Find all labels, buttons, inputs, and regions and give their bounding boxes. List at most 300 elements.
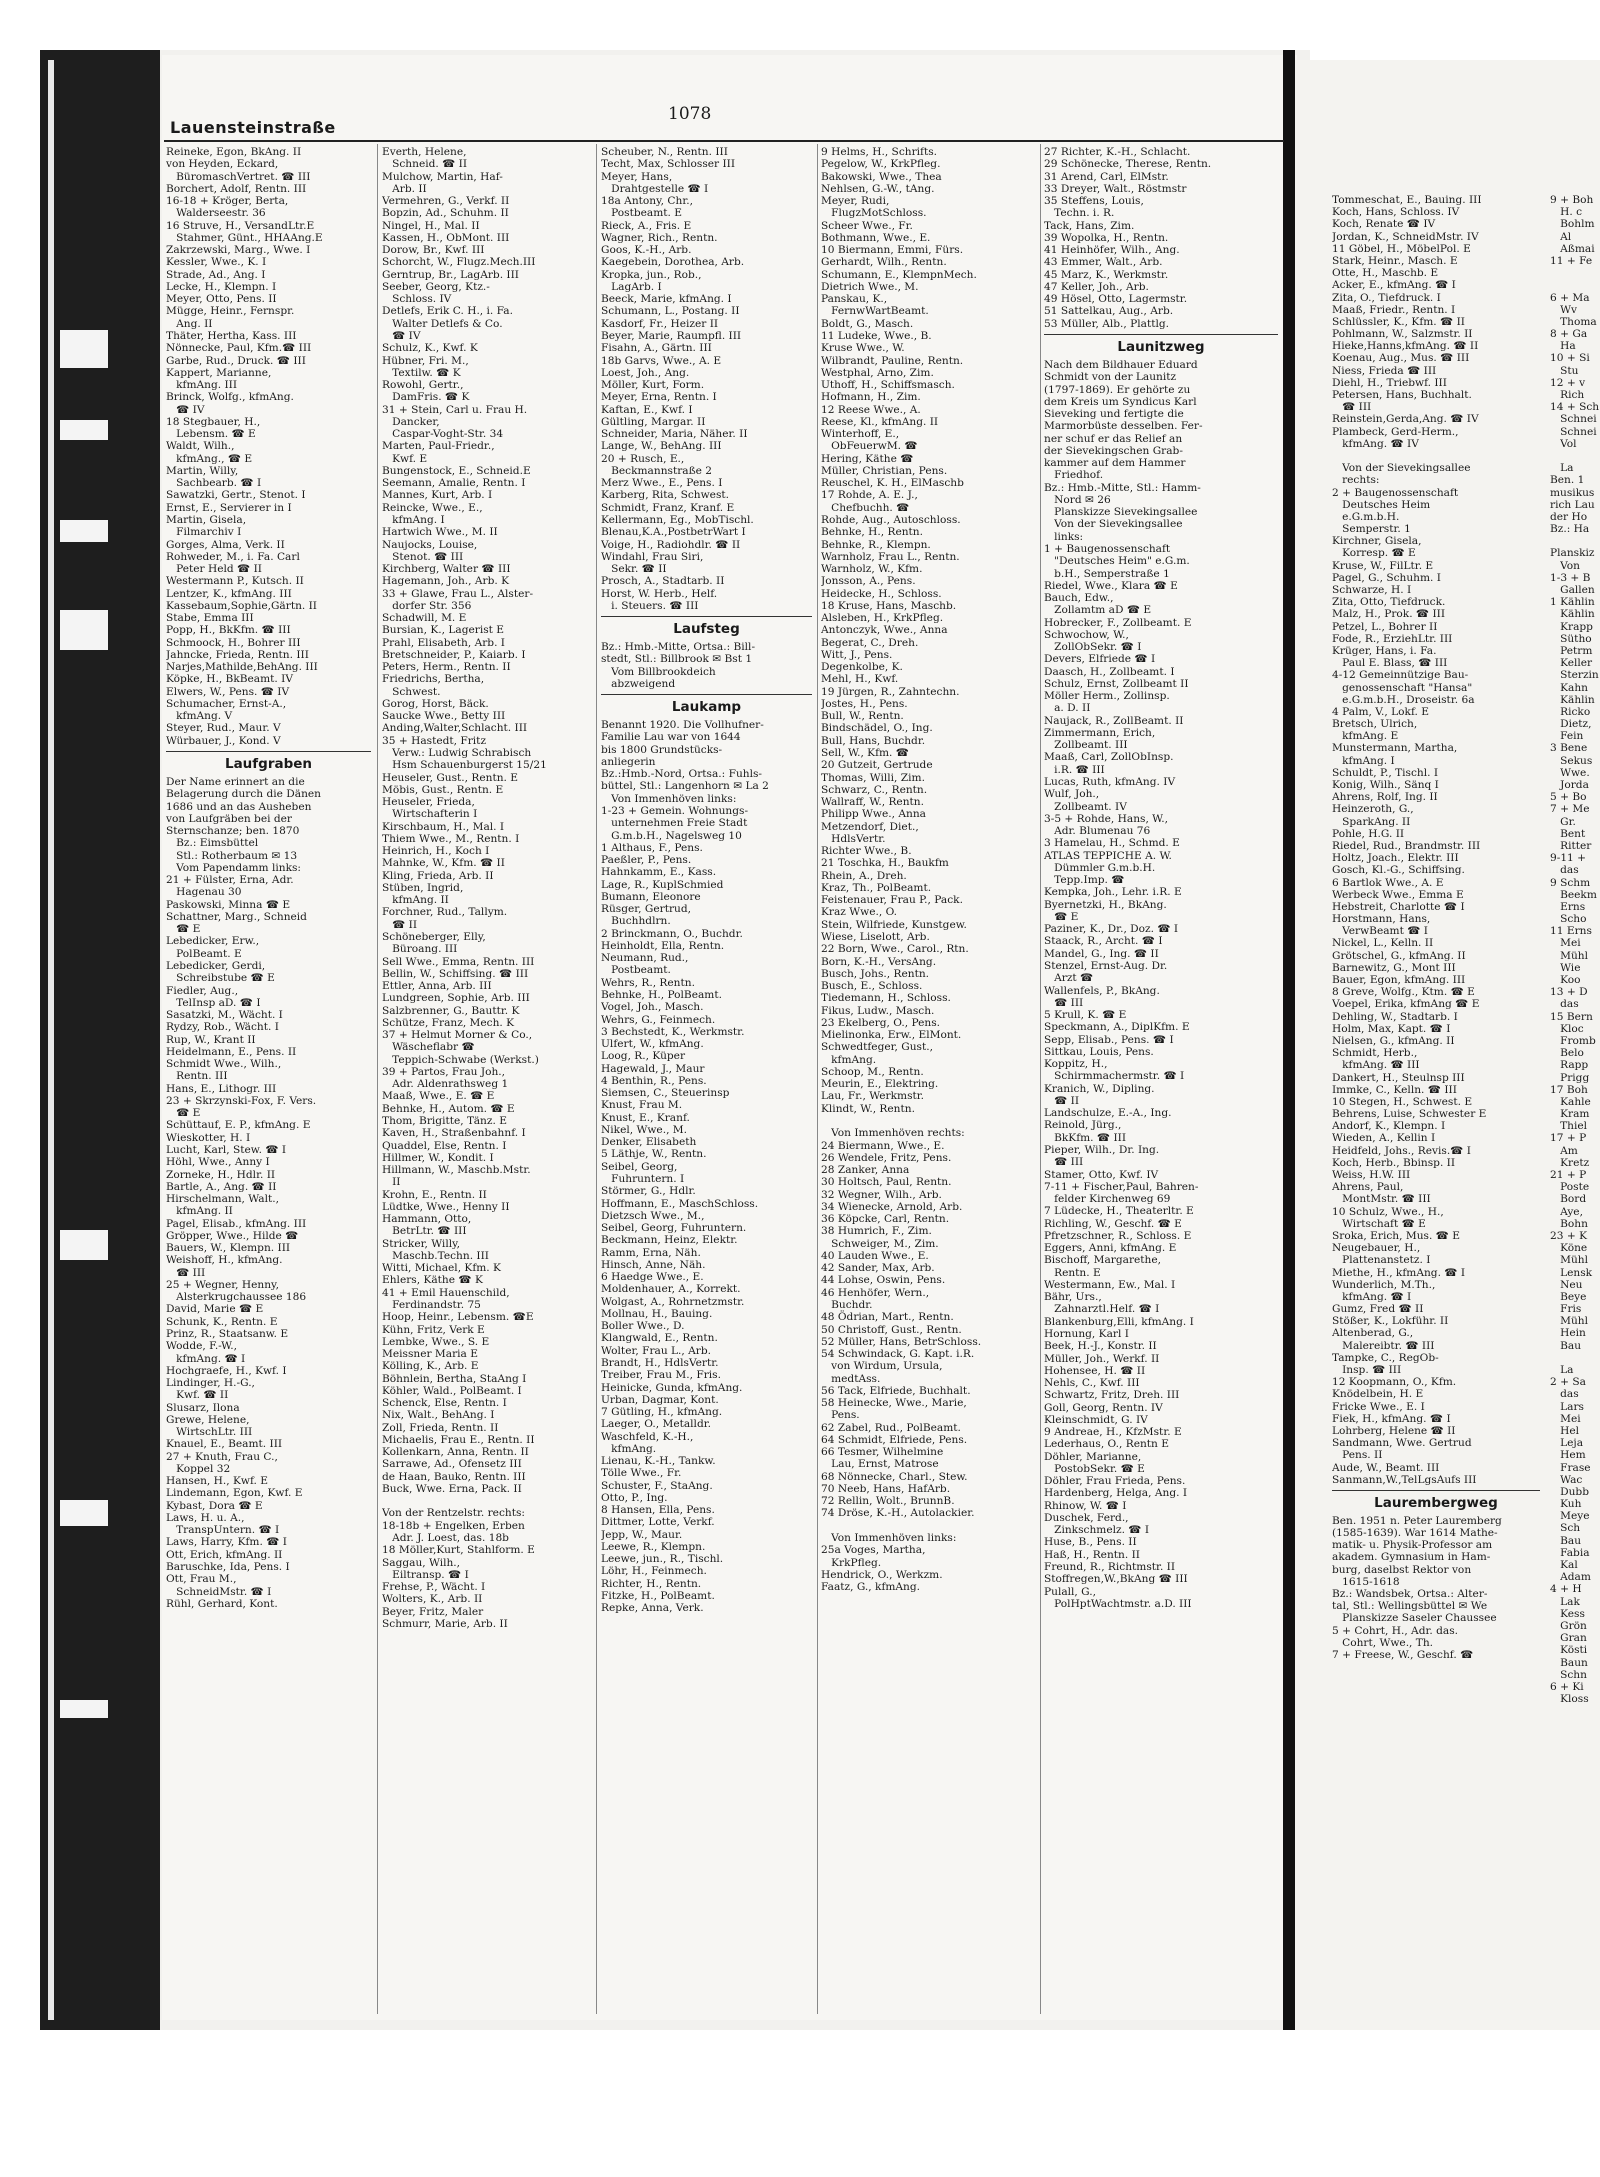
directory-line: Hammann, Otto, (382, 1213, 472, 1226)
directory-line: Vogel, Joh., Masch. (601, 1001, 704, 1014)
directory-line: (1585-1639). War 1614 Mathe- (1332, 1527, 1498, 1540)
directory-line: Kleinschmidt, G. IV (1044, 1413, 1148, 1426)
directory-line: Wallenfels, P., BkAng. (1044, 984, 1160, 997)
directory-line: 27 Richter, K.-H., Schlacht. (1044, 146, 1191, 158)
directory-line: ☎ E (166, 923, 201, 936)
directory-line: 3-5 + Rohde, Hans, W., (1044, 812, 1168, 825)
directory-line: 3 Hamelau, H., Schmd. E (1044, 837, 1180, 850)
directory-line: Bauer, Egon, kfmAng. III (1332, 974, 1466, 986)
top-margin (0, 0, 1600, 40)
directory-line: Reuschel, K. H., ElMaschb (821, 477, 964, 490)
directory-line: Urban, Dagmar, Kont. (601, 1393, 719, 1406)
directory-line: Ang. II (166, 317, 213, 330)
directory-line: Devers, Elfriede ☎ I (1044, 653, 1156, 666)
directory-line: Beek, H.-J., Konstr. II (1044, 1340, 1157, 1353)
directory-line: Seibel, Georg, (601, 1160, 678, 1173)
directory-line: 5 Krull, K. ☎ E (1044, 1009, 1127, 1022)
directory-line: Kybast, Dora ☎ E (166, 1499, 263, 1512)
directory-line: Saggau, Wilh., (382, 1556, 461, 1569)
directory-line: Ricko (1550, 705, 1591, 718)
directory-line: Koch, Herb., Bbinsp. II (1332, 1156, 1456, 1169)
directory-line: Rieck, A., Fris. E (601, 219, 692, 232)
directory-line: SparkAng. II (1332, 815, 1411, 828)
directory-line: 27 + Knuth, Frau C., (166, 1450, 278, 1463)
directory-line: 6 + Ma (1550, 291, 1590, 304)
directory-line: Reese, Kl., kfmAng. II (821, 415, 939, 428)
directory-line: 5 Läthje, W., Rentn. (601, 1148, 707, 1161)
directory-line: 41 + Emil Hauenschild, (382, 1286, 510, 1299)
directory-line: Peter Held ☎ II (166, 563, 262, 576)
directory-line: Lak (1550, 1595, 1580, 1608)
directory-line: Kruse Wwe., W. (821, 342, 905, 355)
directory-line: Denker, Elisabeth (601, 1136, 697, 1149)
binding-mark (60, 1500, 108, 1526)
directory-line: Busch, Johs., Rentn. (821, 967, 930, 980)
directory-line: Philipp Wwe., Anna (821, 808, 926, 821)
directory-line: 7 + Me (1550, 803, 1590, 816)
directory-line: Maaß, Carl, ZollObInsp. (1044, 751, 1174, 764)
directory-line: Windahl, Frau Siri, (601, 550, 704, 563)
directory-line: Born, K.-H., VersAng. (821, 955, 937, 968)
directory-line: Dehling, W., Stadtarb. I (1332, 1010, 1458, 1023)
column-divider (596, 144, 597, 2014)
directory-line: Schenck, Else, Rentn. I (382, 1397, 507, 1410)
directory-line: Kempka, Joh., Lehr. i.R. E (1044, 886, 1182, 899)
directory-line: Hahnkamm, E., Kass. (601, 866, 717, 879)
directory-line: Paul E. Blass, ☎ III (1332, 657, 1448, 670)
directory-line: Nix, Walt., BehAng. I (382, 1409, 495, 1422)
directory-line: 6 + Ki (1550, 1680, 1584, 1693)
directory-line: Kirchner, Gisela, (1332, 535, 1422, 548)
directory-line: Hans, E., Lithogr. III (166, 1082, 277, 1095)
directory-line: Lange, W., BehAng. III (601, 440, 722, 453)
directory-line: tal, Stl.: Wellingsbüttel ✉ We (1332, 1600, 1488, 1613)
directory-line: 2 Brinckmann, O., Buchdr. (601, 927, 743, 940)
directory-line: Rühl, Gerhard, Kont. (166, 1597, 278, 1610)
directory-line: Vom Billbrookdeich (601, 665, 716, 678)
directory-line: Bz.: Hmb.-Mitte, Ortsa.: Bill- (601, 641, 756, 654)
directory-line: Boller Wwe., D. (601, 1320, 685, 1333)
directory-line: Grötschel, G., kfmAng. II (1332, 949, 1466, 962)
directory-line: Beyer, Fritz, Maler (382, 1605, 484, 1618)
directory-line: Byernetzki, H., BkAng. (1044, 898, 1167, 911)
directory-line: Mühl (1550, 1315, 1588, 1328)
directory-line: Holtz, Joach., Elektr. III (1332, 852, 1459, 865)
directory-line: Bord (1550, 1193, 1587, 1206)
directory-line: 12 + v (1550, 376, 1586, 389)
directory-line: Wolter, Frau L., Arb. (601, 1344, 712, 1357)
directory-line: Wolters, K., Arb. II (382, 1593, 483, 1606)
directory-line: Gültling, Margar. II (601, 415, 706, 428)
directory-line: Bz.: Wandsbek, Ortsa.: Alter- (1332, 1588, 1488, 1600)
directory-line: Mollnau, H., Bauing. (601, 1307, 713, 1320)
directory-line: Kellermann, Eg., MobTischl. (601, 513, 754, 526)
directory-line: 18 Stegbauer, H., (166, 415, 261, 428)
directory-line: Döhler, Marianne, (1044, 1450, 1142, 1463)
directory-line: musikus (1550, 486, 1595, 499)
directory-line: Beckmannstraße 2 (601, 464, 713, 477)
directory-line: Deutsches Heim (1332, 498, 1431, 511)
directory-line: Petzel, L., Bohrer II (1332, 620, 1438, 633)
directory-line: Antonczyk, Wwe., Anna (821, 624, 948, 637)
directory-line: Stößer, K., Lokführ. II (1332, 1315, 1449, 1328)
directory-line: Schulz, Ernst, Zollbeamt II (1044, 677, 1189, 690)
directory-line: Kählin (1550, 608, 1595, 621)
directory-line: Brandt, H., HdlsVertr. (601, 1356, 719, 1369)
directory-line: Wirtschaft ☎ E (1332, 1217, 1426, 1230)
directory-line: Andorf, K., Klempn. I (1332, 1120, 1446, 1133)
directory-line: Wwe. (1550, 766, 1590, 779)
directory-line: links: (1044, 530, 1084, 543)
directory-line: FlugzMotSchloss. (821, 207, 927, 220)
directory-line: Bau (1550, 1339, 1582, 1352)
directory-line: 9 Helms, H., Schrifts. (821, 146, 938, 158)
directory-line: Stein, Wilfriede, Kunstgew. (821, 918, 967, 931)
directory-column-2 (382, 146, 590, 1630)
directory-line: Löhr, H., Feinmech. (601, 1565, 707, 1578)
directory-line: Anding,Walter,Schlacht. III (382, 722, 528, 735)
directory-line: Schn (1550, 1668, 1587, 1681)
directory-line: Heidelmann, E., Pens. II (166, 1045, 297, 1058)
directory-line: 4-12 Gemeinnützige Bau- (1332, 669, 1469, 682)
directory-line: Gosch, Kl.-G., Schiffsing. (1332, 864, 1465, 877)
directory-line: Grewe, Helene, (166, 1413, 250, 1426)
directory-line: bis 1800 Grundstücks- (601, 743, 723, 756)
directory-line: Schumann, L., Postang. II (601, 305, 740, 318)
directory-line: kfmAng. ☎ III (1332, 1059, 1420, 1072)
binding-mark (60, 330, 108, 368)
directory-line: Aßmai (1550, 242, 1595, 255)
directory-line: Rich (1550, 389, 1585, 401)
directory-line: Hornung, Karl I (1044, 1327, 1129, 1340)
directory-line: Verw.: Ludwig Schrabisch (382, 747, 532, 760)
directory-line: Paziner, K., Dr., Doz. ☎ I (1044, 923, 1179, 936)
directory-line: Schnei (1550, 425, 1597, 438)
directory-line: Wagner, Rich., Rentn. (601, 231, 718, 244)
directory-line: Belagerung durch die Dänen (166, 788, 321, 801)
directory-line: Würbauer, J., Kond. V (166, 734, 281, 747)
directory-column-3 (601, 146, 812, 1615)
directory-column-1 (166, 146, 371, 1610)
directory-line: 72 Rellin, Wolt., BrunnB. (821, 1495, 955, 1508)
directory-line: Von der Sievekingsallee (1044, 518, 1183, 531)
directory-line: Kölling, K., Arb. E (382, 1360, 479, 1373)
directory-line: Petrm (1550, 644, 1593, 657)
directory-line: 25 + Wegner, Henny, (166, 1278, 279, 1291)
directory-line: Lensk (1550, 1266, 1593, 1279)
directory-line: der Ho (1550, 510, 1588, 523)
directory-line: Bent (1550, 827, 1586, 840)
directory-line: Staack, R., Archt. ☎ I (1044, 935, 1163, 948)
directory-line: Bz.: Eimsbüttel (166, 837, 259, 850)
directory-line: 1 + Baugenossenschaft (1044, 542, 1171, 555)
directory-line: Friedhof. (1044, 469, 1104, 482)
directory-line: Köhler, Wald., PolBeamt. I (382, 1384, 522, 1397)
column-divider (1040, 144, 1041, 2014)
directory-line: Mühl (1550, 1254, 1588, 1267)
directory-line: Fricke Wwe., E. I (1332, 1400, 1425, 1413)
directory-line: Hering, Käthe ☎ (821, 452, 914, 465)
directory-line: Lebedicker, Erw., (166, 935, 260, 948)
directory-line: Zollamtm aD ☎ E (1044, 604, 1152, 617)
directory-line: Beekm (1550, 888, 1597, 901)
directory-line: Heinzeroth, G., (1332, 803, 1414, 816)
directory-line: Kruse, W., FilLtr. E (1332, 559, 1434, 572)
directory-line: Lindinger, H.-G., (166, 1377, 255, 1390)
directory-line: Stenzel, Ernst-Aug. Dr. (1044, 960, 1168, 972)
directory-line: Waschfeld, K.-H., (601, 1430, 694, 1443)
directory-line: Fein (1550, 730, 1584, 743)
directory-line: Schulz, K., Kwf. K (382, 342, 478, 355)
directory-line: Kraz, Th., PolBeamt. (821, 881, 932, 894)
directory-line: ☎ III (166, 1266, 206, 1279)
directory-line: La (1550, 462, 1574, 475)
directory-line: Winterhoff, E., (821, 428, 900, 441)
directory-line: ☎ IV (166, 403, 205, 416)
directory-line: Stahmer, Günt., HHAAng.E (166, 231, 323, 244)
directory-line: Klangwald, E., Rentn. (601, 1332, 718, 1345)
directory-line: 62 Zabel, Rud., PolBeamt. (821, 1421, 961, 1434)
directory-line: Kessler, Wwe., K. I (166, 256, 267, 269)
directory-line: Sell Wwe., Emma, Rentn. III (382, 955, 535, 968)
directory-line: Warnholz, Frau L., Rentn. (821, 550, 960, 563)
directory-line: Fitzke, H., PolBeamt. (601, 1590, 715, 1603)
directory-line: Hieke,Hanns,kfmAng. ☎ II (1332, 340, 1479, 353)
directory-line: kfmAng. ☎ I (166, 1352, 246, 1365)
directory-line: matik- u. Physik-Professor am (1332, 1539, 1493, 1552)
directory-line: Heuseler, Frieda, (382, 796, 475, 809)
directory-line: Konig, Wilh., Sänq I (1332, 779, 1439, 791)
directory-line: 9 Andreae, H., KfzMstr. E (1044, 1426, 1182, 1439)
directory-line: Fromb (1550, 1034, 1596, 1047)
directory-line: Bothmann, Wwe., E. (821, 231, 931, 244)
directory-line: Westphal, Arno, Zim. (821, 366, 934, 379)
directory-line: Mei (1550, 937, 1581, 950)
directory-line: Treiber, Frau M., Fris. (601, 1369, 721, 1382)
directory-line: 23 Ekelberg, O., Pens. (821, 1016, 941, 1029)
directory-line: Hebstreit, Charlotte ☎ I (1332, 900, 1465, 913)
directory-line: Stüben, Ingrid, (382, 881, 464, 894)
directory-line: Kwf. ☎ II (166, 1389, 229, 1402)
directory-line: Meissner Maria E (382, 1348, 478, 1361)
directory-line: kfmAng. I (1332, 754, 1395, 767)
directory-line: Stricker, Willy, (382, 1237, 461, 1250)
directory-line: Gallen (1550, 584, 1595, 596)
directory-line: Richling, W., Geschf. ☎ E (1044, 1217, 1182, 1230)
directory-line: Schattner, Marg., Schneid (166, 910, 307, 923)
directory-line: Tampke, C., RegOb- (1332, 1351, 1439, 1364)
directory-line: Dümmler G.m.b.H. (1044, 861, 1156, 874)
directory-line: Belo (1550, 1047, 1584, 1060)
directory-line: Hochgraefe, H., Kwf. I (166, 1364, 287, 1377)
directory-line: Kassen, H., ObMont. III (382, 231, 510, 244)
directory-line: Schwest. (382, 685, 441, 698)
directory-line: Prigg (1550, 1071, 1590, 1084)
directory-line: Otte, H., Maschb. E (1332, 267, 1439, 280)
directory-line: Waldt, Wilh., (166, 440, 235, 453)
directory-line: Immke, C., Kelln. ☎ III (1332, 1083, 1457, 1096)
directory-line: Knust, Frau M. (601, 1099, 683, 1112)
directory-line: David, Marie ☎ E (166, 1303, 264, 1316)
directory-line: 17 + P (1550, 1132, 1587, 1145)
directory-line: burg, daselbst Rektor von (1332, 1563, 1472, 1576)
directory-line: Naujocks, Louise, (382, 538, 478, 551)
directory-line: Malereibtr. ☎ III (1332, 1339, 1435, 1352)
directory-line: Bumann, Eleonore (601, 890, 701, 903)
directory-line: Reinstein,Gerda,Ang. ☎ IV (1332, 413, 1479, 426)
directory-line: Sasatzki, M., Wächt. I (166, 1009, 283, 1022)
directory-line: Lau, Ernst, Matrose (821, 1458, 939, 1471)
directory-line: Lage, R., KuplSchmied (601, 878, 724, 891)
directory-line: 16-18 + Kröger, Berta, (166, 195, 289, 208)
directory-line: Stabe, Emma III (166, 612, 254, 625)
directory-line: kfmAng. ☎ I (1332, 1290, 1412, 1303)
directory-line: Rohweder, M., i. Fa. Carl (166, 550, 300, 563)
directory-line: der Sievekingschen Grab- (1044, 444, 1183, 457)
directory-line: Ahrens, Rolf, Ing. II (1332, 791, 1438, 804)
directory-line: 8 Greve, Wolfg., Ktm. ☎ E (1332, 986, 1475, 999)
directory-line: Prinz, R., Staatsanw. E (166, 1327, 289, 1340)
directory-line: Bartle, A., Ang. ☎ II (166, 1180, 277, 1193)
directory-line: Hofmann, H., Zim. (821, 391, 921, 404)
directory-line: 17 Boh (1550, 1083, 1588, 1096)
directory-line: ☎ II (1044, 1094, 1080, 1107)
directory-line: Westermann, Ew., Mal. I (1044, 1278, 1176, 1291)
directory-line: Schorcht, W., Flugz.Mech.III (382, 256, 536, 269)
directory-line: Lohrberg, Helene ☎ II (1332, 1424, 1456, 1437)
directory-line: 3 Bechstedt, K., Werkmstr. (601, 1025, 745, 1038)
directory-line: abzweigend (601, 677, 676, 690)
directory-line: 18 Kruse, Hans, Maschb. (821, 599, 957, 612)
directory-line: Bz.:Hmb.-Nord, Ortsa.: Fuhls- (601, 768, 763, 781)
directory-line: Karberg, Rita, Schwest. (601, 489, 730, 502)
directory-line: 18 Möller,Kurt, Stahlform. E (382, 1544, 535, 1557)
directory-line: Otto, P., Ing. (601, 1491, 668, 1504)
directory-line: Sch (1550, 1522, 1581, 1535)
directory-line: Stark, Heinr., Masch. E (1332, 254, 1458, 267)
directory-line (1550, 267, 1600, 279)
directory-line: Westermann P., Kutsch. II (166, 575, 304, 588)
directory-line: 66 Tesmer, Wilhelmine (821, 1446, 944, 1459)
directory-line: Schwedtfeger, Gust., (821, 1041, 933, 1054)
directory-line: Ulfert, W., kfmAng. (601, 1038, 704, 1051)
directory-line: das (1550, 864, 1579, 877)
directory-line: Siemsen, C., Steuerinsp (601, 1087, 730, 1100)
directory-line: 34 Wienecke, Arnold, Arb. (821, 1200, 963, 1213)
directory-line: 3 Bene (1550, 742, 1588, 755)
directory-line: Gerhardt, Wilh., Rentn. (821, 256, 947, 269)
directory-column-5 (1044, 146, 1278, 1610)
directory-line: Repke, Anna, Verk. (601, 1602, 704, 1615)
directory-line: Wv (1550, 303, 1577, 316)
directory-line: Jostes, H., Pens. (821, 697, 908, 710)
directory-line: Dorow, Br., Kwf. III (382, 244, 485, 257)
directory-line: Zita, O., Tiefdruck. I (1332, 291, 1441, 304)
directory-line: Schuster, F., StaAng. (601, 1479, 713, 1492)
directory-line: 9 Schm (1550, 876, 1591, 889)
directory-line: Hohensee, H. ☎ II (1044, 1364, 1146, 1377)
directory-line: 10 Stegen, H., Schwest. E (1332, 1095, 1473, 1108)
directory-line: ☎ II (382, 918, 418, 931)
directory-line: Der Name erinnert an die (166, 776, 305, 789)
directory-line: Panskau, K., (821, 293, 888, 306)
directory-line: Von Immenhöven links: (601, 792, 737, 805)
directory-line: ☎ E (1044, 910, 1079, 923)
directory-line: Vol (1550, 437, 1577, 450)
directory-line: Grön (1550, 1619, 1587, 1632)
directory-line: e.G.m.b.H. (1332, 510, 1400, 523)
directory-line: Warnholz, W., Kfm. (821, 563, 923, 576)
directory-line: Keller (1550, 657, 1593, 670)
directory-line: 7 + Freese, W., Geschf. ☎ (1332, 1648, 1474, 1661)
directory-line: Garbe, Rud., Druck. ☎ III (166, 354, 306, 367)
directory-line: Wiese, Liselott, Arb. (821, 931, 930, 943)
directory-line: Kling, Frieda, Arb. II (382, 869, 494, 882)
directory-line: 7 Gütling, H., kfmAng. (601, 1406, 723, 1419)
directory-line: Narjes,Mathilde,BehAng. III (166, 661, 318, 674)
directory-line: Böhnlein, Bertha, StaAng I (382, 1372, 527, 1385)
directory-line: Arzt ☎ (1044, 972, 1094, 985)
directory-line: Stenot. ☎ III (382, 550, 464, 563)
directory-line: Chefbuchh. ☎ (821, 501, 910, 514)
directory-line: Werbeck Wwe., Emma E (1332, 888, 1464, 901)
directory-line: 20 Gutzeit, Gertrude (821, 759, 933, 772)
directory-line: 22 Born, Wwe., Carol., Rtn. (821, 943, 969, 956)
directory-line: Uthoff, H., Schiffsmasch. (821, 379, 955, 392)
directory-line: 23 + K (1550, 1229, 1588, 1242)
directory-line: Vom Papendamm links: (166, 861, 301, 874)
directory-line: 13 + D (1550, 986, 1588, 999)
street-heading: Launitzweg (1044, 334, 1278, 359)
directory-line: Sandmann, Wwe. Gertrud (1332, 1437, 1472, 1450)
directory-line: kfmAng. V (166, 710, 233, 723)
directory-line: Nord ✉ 26 (1044, 493, 1111, 506)
directory-line: kammer auf dem Hammer (1044, 457, 1186, 470)
directory-line: Forchner, Rud., Tallym. (382, 906, 508, 919)
directory-line (1550, 1352, 1600, 1364)
directory-line: dorfer Str. 356 (382, 599, 472, 612)
directory-line: Quaddel, Else, Rentn. I (382, 1139, 507, 1152)
street-heading: Laukamp (601, 694, 812, 719)
directory-line: Fabia (1550, 1546, 1590, 1559)
directory-line: Ben. 1 (1550, 474, 1585, 487)
directory-line: Zinkschmelz. ☎ I (1044, 1524, 1150, 1537)
directory-line: Loest, Joh., Ang. (601, 366, 690, 379)
directory-line: von Heyden, Eckard, (166, 158, 279, 171)
directory-line: genossenschaft "Hansa" (1332, 681, 1473, 694)
directory-line: Thomas, Willi, Zim. (821, 771, 925, 784)
directory-line: Fikus, Ludw., Masch. (821, 1004, 935, 1017)
directory-line: 1 Kählin (1550, 596, 1595, 609)
directory-line: Diehl, H., Triebwf. III (1332, 376, 1447, 389)
directory-line: 11 Erns (1550, 925, 1592, 938)
directory-line: Gorges, Alma, Verk. II (166, 538, 285, 551)
directory-line: Hoffmann, E., MaschSchloss. (601, 1197, 759, 1210)
directory-line: Neugebauer, H., (1332, 1242, 1421, 1255)
directory-line: Thom, Brigitte, Tänz. E (382, 1114, 507, 1127)
directory-line: Nehlsen, G.-W., tAng. (821, 182, 935, 195)
directory-line: Meurin, E., Elektring. (821, 1078, 939, 1091)
directory-line: Hem (1550, 1449, 1586, 1462)
directory-line: 16 Struve, H., VersandLtr.E (166, 219, 315, 232)
directory-line: büttel, Stl.: Langenhorn ✉ La 2 (601, 780, 769, 793)
directory-line: Behnke, H., Rentn. (821, 526, 923, 539)
directory-line: Hendrick, O., Werkzm. (821, 1568, 943, 1581)
directory-line: Hsm Schauenburgerst 15/21 (382, 759, 547, 772)
directory-line: Fode, R., ErziehLtr. III (1332, 632, 1453, 645)
directory-line: Heuseler, Gust., Rentn. E (382, 771, 519, 784)
directory-line: Bakowski, Wwe., Thea (821, 170, 942, 183)
